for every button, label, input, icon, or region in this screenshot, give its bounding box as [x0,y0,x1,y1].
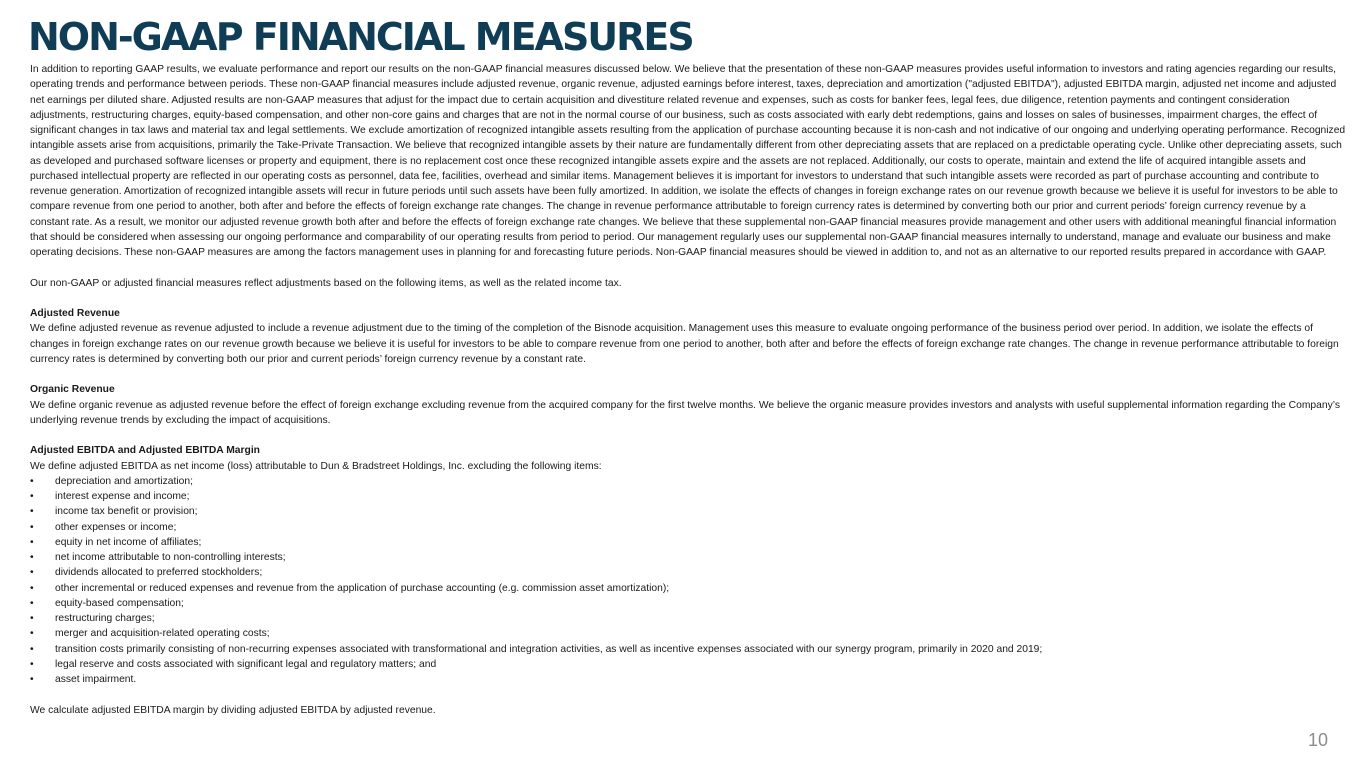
list-item-text: dividends allocated to preferred stockholders; [55,567,263,579]
bullet-icon: • [30,643,34,655]
bullet-icon: • [30,475,34,487]
list-item [30,672,1346,687]
bullet-icon: • [30,628,34,640]
bullet-icon: • [30,506,34,518]
bullet-icon: • [30,567,34,579]
list-item [30,626,1346,641]
section-heading-organic-revenue: Organic Revenue [30,384,115,396]
spacer [30,291,1346,306]
slide-body [30,62,1346,718]
bullet-icon: • [30,491,34,502]
list-item [30,565,1346,580]
list-item-text: other expenses or income; [55,521,177,533]
bullet-icon: • [30,521,34,533]
list-item [30,520,1346,535]
bullet-icon: • [30,582,34,594]
list-item [30,550,1346,565]
list-item [30,642,1346,657]
spacer [30,428,1346,443]
bullet-icon: • [30,597,34,609]
list-item-text: asset impairment. [55,674,137,685]
bullet-icon: • [30,658,34,670]
section-body-organic-revenue: We define organic revenue as adjusted revenue before the effect of foreign exchange excluding revenue from the acquired company for the first twelve months. We believe the organic measure provides investors and analysts with useful supplemental information regarding the Company’s underlying revenue trends by excluding the impact of acquisitions. [30,399,1340,426]
page-number: 10 [1307,730,1328,750]
list-item-text: legal reserve and costs associated with significant legal and regulatory matters; and [55,658,437,670]
list-item-text: depreciation and amortization; [55,475,193,487]
list-item [30,596,1346,611]
list-item-text: equity-based compensation; [55,597,184,609]
ebitda-margin-note: We calculate adjusted EBITDA margin by dividing adjusted EBITDA by adjusted revenue. [30,704,436,716]
bullet-icon: • [30,613,34,624]
list-item [30,504,1346,519]
list-item [30,474,1346,489]
adjustments-note: Our non-GAAP or adjusted financial measures reflect adjustments based on the following items, as well as the related income tax. [30,277,622,289]
ebitda-exclusions-list [30,474,1346,688]
list-item-text: net income attributable to non-controlling interests; [55,552,286,563]
spacer [30,687,1346,702]
list-item [30,489,1346,504]
list-item [30,581,1346,596]
bullet-icon: • [30,552,34,563]
spacer [30,367,1346,382]
page-title: NON-GAAP FINANCIAL MEASURES [28,15,693,59]
list-item [30,611,1346,626]
list-item-text: merger and acquisition-related operating costs; [55,628,270,640]
list-item-text: restructuring charges; [55,613,155,624]
list-item [30,657,1346,672]
list-item-text: other incremental or reduced expenses and revenue from the application of purchase accounting (e.g. commission asset amortization); [55,582,670,594]
list-item [30,535,1346,550]
intro-paragraph: In addition to reporting GAAP results, we evaluate performance and report our results on the non-GAAP financial measures discussed below. We believe that the presentation of these non-GAAP measures provides useful information to investors and rating agencies regarding our results, operating trends and performance between periods. These non-GAAP financial measures include adjusted revenue, organic revenue, adjusted earnings before interest, taxes, depreciation and amortization ("adjusted EBITDA"), adjusted EBITDA margin, adjusted net income and adjusted net earnings per diluted share. Adjusted results are non-GAAP measures that adjust for the impact due to certain acquisition and divestiture related revenue and expenses, such as costs for banker fees, legal fees, due diligence, retention payments and contingent consideration adjustments, restructuring charges, equity-based compensation, and other non-core gains and charges that are not in the normal course of our business, such as costs associated with early debt redemptions, gains and losses on sales of businesses, impairment charges, the effect of significant changes in tax laws and material tax and legal settlements. We exclude amortization of recognized intangible assets resulting from the application of purchase accounting because it is non-cash and not indicative of our ongoing and underlying operating performance. Recognized intangible assets arise from acquisitions, primarily the Take-Private Transaction. We believe that recognized intangible assets by their nature are fundamentally different from other depreciating assets that are replaced on a predictable operating cycle. Unlike other depreciating assets, such as developed and purchased software licenses or property and equipment, there is no replacement cost once these recognized intangible assets expire and the assets are not replaced. Additionally, our costs to operate, maintain and extend the life of acquired intangible assets and purchased intellectual property are reflected in our operating costs as personnel, data fee, facilities, overhead and similar items. Management believes it is important for investors to understand that such intangible assets were recorded as part of purchase accounting and contribute to revenue generation. Amortization of recognized intangible assets will recur in future periods until such assets have been fully amortized. In addition, we isolate the effects of changes in foreign exchange rates on our revenue growth because we believe it is useful for investors to be able to compare revenue from one period to another, both after and before the effects of foreign exchange rate changes. The change in revenue performance attributable to foreign currency rates is determined by converting both our prior and current periods’ foreign currency revenue by a constant rate. As a result, we monitor our adjusted revenue growth both after and before the effects of foreign exchange rate changes. We believe that these supplemental non-GAAP financial measures provide management and other users with additional meaningful financial information that should be considered when assessing our ongoing performance and comparability of our operating results from period to period. Our management regularly uses our supplemental non-GAAP financial measures internally to understand, manage and evaluate our business and make operating decisions. These non-GAAP measures are among the factors management uses in planning for and forecasting future periods. Non-GAAP financial measures should be viewed in addition to, and not as an alternative to our reported results prepared in accordance with GAAP. [30,64,1346,258]
bullet-icon: • [30,674,34,685]
section-body-adjusted-revenue: We define adjusted revenue as revenue adjusted to include a revenue adjustment due to the timing of the completion of the Bisnode acquisition. Management uses this measure to evaluate ongoing performance of the business period over period. In addition, we isolate the effects of changes in foreign exchange rates on our revenue growth because we believe it is useful for investors to be able to compare revenue from one period to another, both after and before the effects of foreign exchange rate changes. The change in revenue performance attributable to foreign currency rates is determined by converting both our prior and current periods’ foreign currency revenue by a constant rate. [30,323,1339,365]
list-item-text: interest expense and income; [55,491,190,502]
list-item-text: income tax benefit or provision; [55,506,198,518]
list-item-text: transition costs primarily consisting of non-recurring expenses associated with transformational and integration activities, as well as incentive expenses associated with our synergy program, primarily in 2020 and 2019; [55,643,1043,655]
section-heading-adjusted-revenue: Adjusted Revenue [30,308,120,319]
spacer [30,260,1346,275]
ebitda-definition: We define adjusted EBITDA as net income (loss) attributable to Dun & Bradstreet Holdings, Inc. excluding the following items: [30,460,602,472]
section-heading-adjusted-ebitda: Adjusted EBITDA and Adjusted EBITDA Margin [30,445,260,457]
list-item-text: equity in net income of affiliates; [55,536,202,548]
bullet-icon: • [30,536,34,548]
